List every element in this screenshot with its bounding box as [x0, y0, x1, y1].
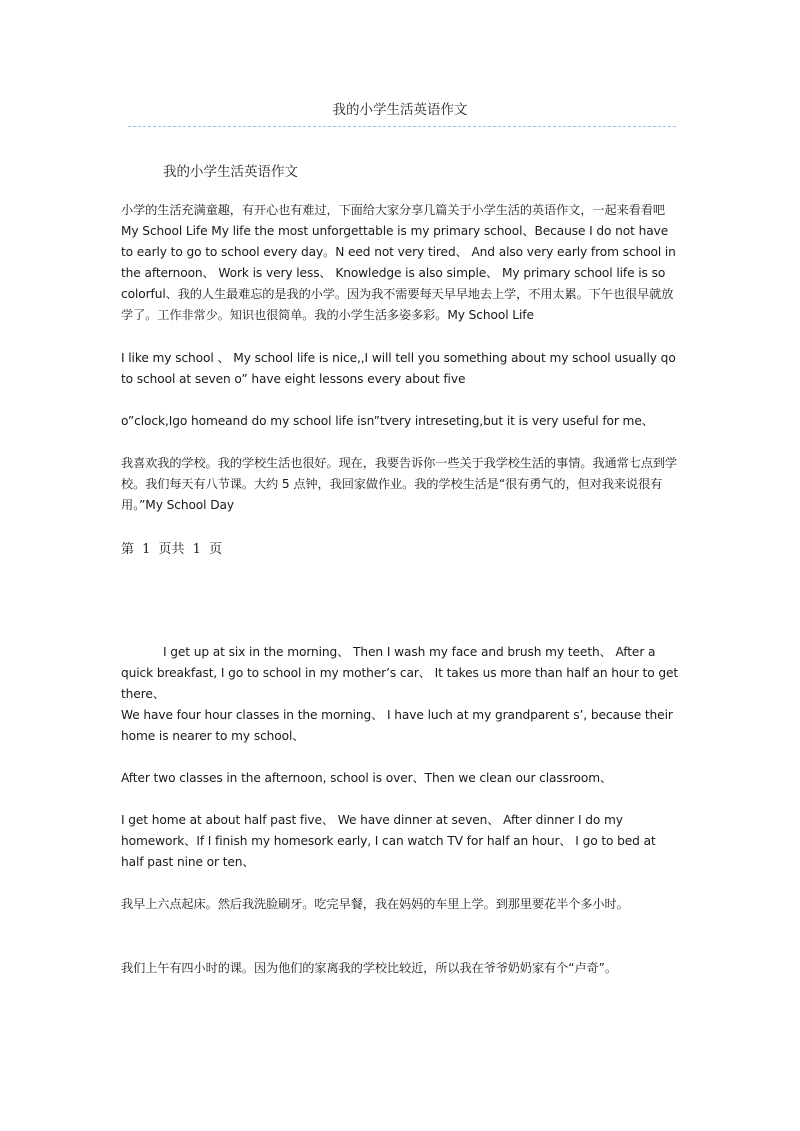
paragraph-school-life-cn: 我喜欢我的学校。我的学校生活也很好。现在，我要告诉你一些关于我学校生活的事情。我通常七点到学校。我们每天有八节课。大约 5 点钟，我回家做作业。我的学校生活是“很有勇气的，但对我来说很有用。”My School Day: [121, 456, 678, 512]
paragraph-school-day-morning: I get up at six in the morning、 Then I wash my face and brush my teeth、 After a quick breakfast, I go to school in my mother’s car、 It takes us more than half an hour to get there、: [121, 645, 679, 701]
paragraph-school-day-cn-1: 我早上六点起床。然后我洗脸刷牙。吃完早餐，我在妈妈的车里上学。到那里要花半个多小时。: [121, 897, 629, 911]
paragraph-school-day-evening: I get home at about half past five、 We have dinner at seven、 After dinner I do my homework、If I finish my homesork early, I can watch TV for half an hour、 I go to bed at half past nine or ten、: [121, 813, 656, 869]
page-header-title: 我的小学生活英语作文: [332, 102, 468, 118]
paragraph-school-day-cn-2: 我们上午有四小时的课。因为他们的家离我的学校比较近，所以我在爷爷奶奶家有个“卢奇”。: [121, 961, 617, 975]
page-footer: 第 1 页共 1 页: [121, 542, 223, 557]
paragraph-school-life-en-2: o”clock,Igo homeand do my school life isn”tvery intreseting,but it is very useful for me、: [121, 414, 654, 428]
header-divider: [128, 126, 676, 127]
paragraph-school-day-classes: We have four hour classes in the morning、 I have luch at my grandparent s’, because their home is nearer to my school、: [121, 708, 673, 743]
paragraph-school-life-en-1: I like my school 、 My school life is nice,,I will tell you something about my school usually qo to school at seven o” have eight lessons every about five: [121, 351, 676, 386]
paragraph-school-day-afternoon: After two classes in the afternoon, school is over、Then we clean our classroom、: [121, 771, 613, 785]
paragraph-intro: 小学的生活充满童趣，有开心也有难过，下面给大家分享几篇关于小学生活的英语作文，一起来看看吧 My School Life My life the most unforgettable is my primary school、Because I do not have to early to go to school every day。N eed not very tired、 And also very early from school in the afternoon、 Work is very less、 Knowledge is also simple、 My primary school life is so colorful、我的人生最难忘的是我的小学。因为我不需要每天早早地去上学，不用太累。下午也很早就放学了。工作非常少。知识也很简单。我的小学生活多姿多彩。My School Life: [121, 203, 676, 322]
article-subtitle: 我的小学生活英语作文: [163, 164, 298, 180]
